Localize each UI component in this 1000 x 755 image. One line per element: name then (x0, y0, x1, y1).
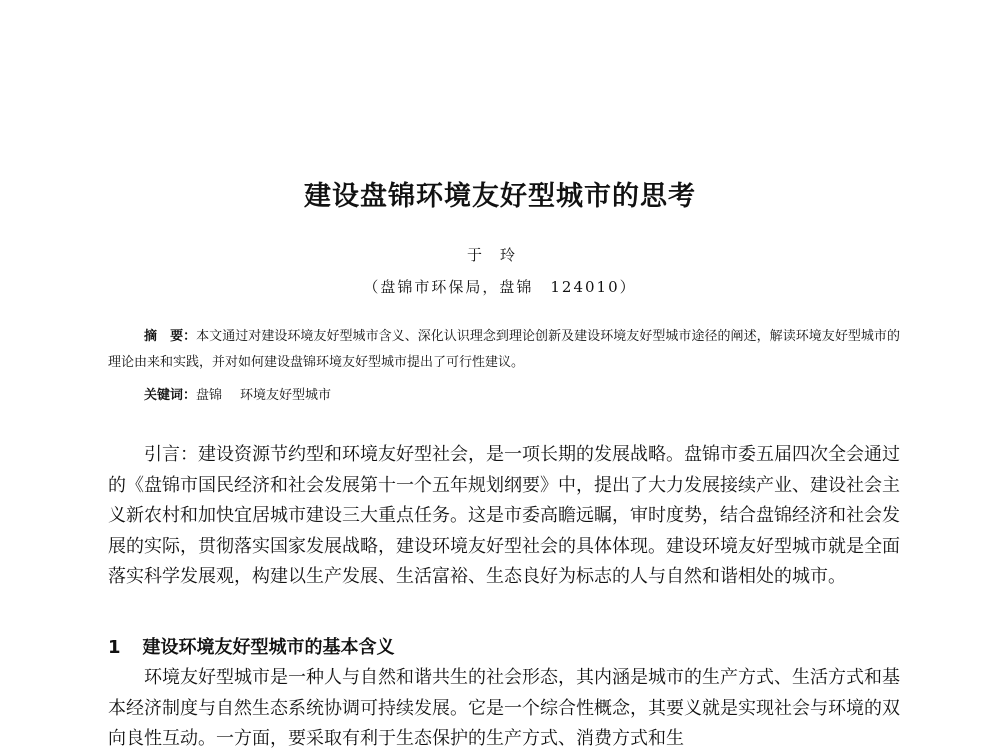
section-paragraph: 环境友好型城市是一种人与自然和谐共生的社会形态，其内涵是城市的生产方式、生活方式和基本经济制度与自然生态系统协调可持续发展。它是一个综合性概念，其要义就是实现社会与环境的双向良性互动。一方面，要采取有利于生态保护的生产方式、消费方式和生 (108, 667, 900, 749)
keyword-item: 环境友好型城市 (240, 388, 332, 403)
author-affiliation: （盘锦市环保局，盘锦 124010） (363, 278, 637, 296)
section-number: 1 (108, 637, 121, 658)
keyword-item: 盘锦 (196, 388, 223, 403)
abstract-text: 本文通过对建设环境友好型城市含义、深化认识理念到理论创新及建设环境友好型城市途径的阐述，解读环境友好型城市的理论由来和实践，并对如何建设盘锦环境友好型城市提出了可行性建议。 (108, 329, 900, 370)
section-heading-text: 建设环境友好型城市的基本含义 (142, 637, 395, 658)
paper-title: 建设盘锦环境友好型城市的思考 (304, 181, 696, 212)
keywords (144, 384, 349, 403)
abstract-label: 摘 要： (144, 329, 197, 344)
intro-paragraph: 引言：建设资源节约型和环境友好型社会，是一项长期的发展战略。盘锦市委五届四次全会通过的《盘锦市国民经济和社会发展第十一个五年规划纲要》中，提出了大力发展接续产业、建设社会主义新农村和加快宜居城市建设三大重点任务。这是市委高瞻远瞩，审时度势，结合盘锦经济和社会发展的实际，贯彻落实国家发展战略，建设环境友好型社会的具体体现。建设环境友好型城市就是全面落实科学发展观，构建以生产发展、生活富裕、生态良好为标志的人与自然和谐相处的城市。 (108, 444, 900, 587)
author-name: 于玲 (466, 246, 533, 264)
abstract (108, 324, 900, 376)
section-heading (108, 633, 395, 659)
keywords-label: 关键词： (144, 388, 197, 403)
